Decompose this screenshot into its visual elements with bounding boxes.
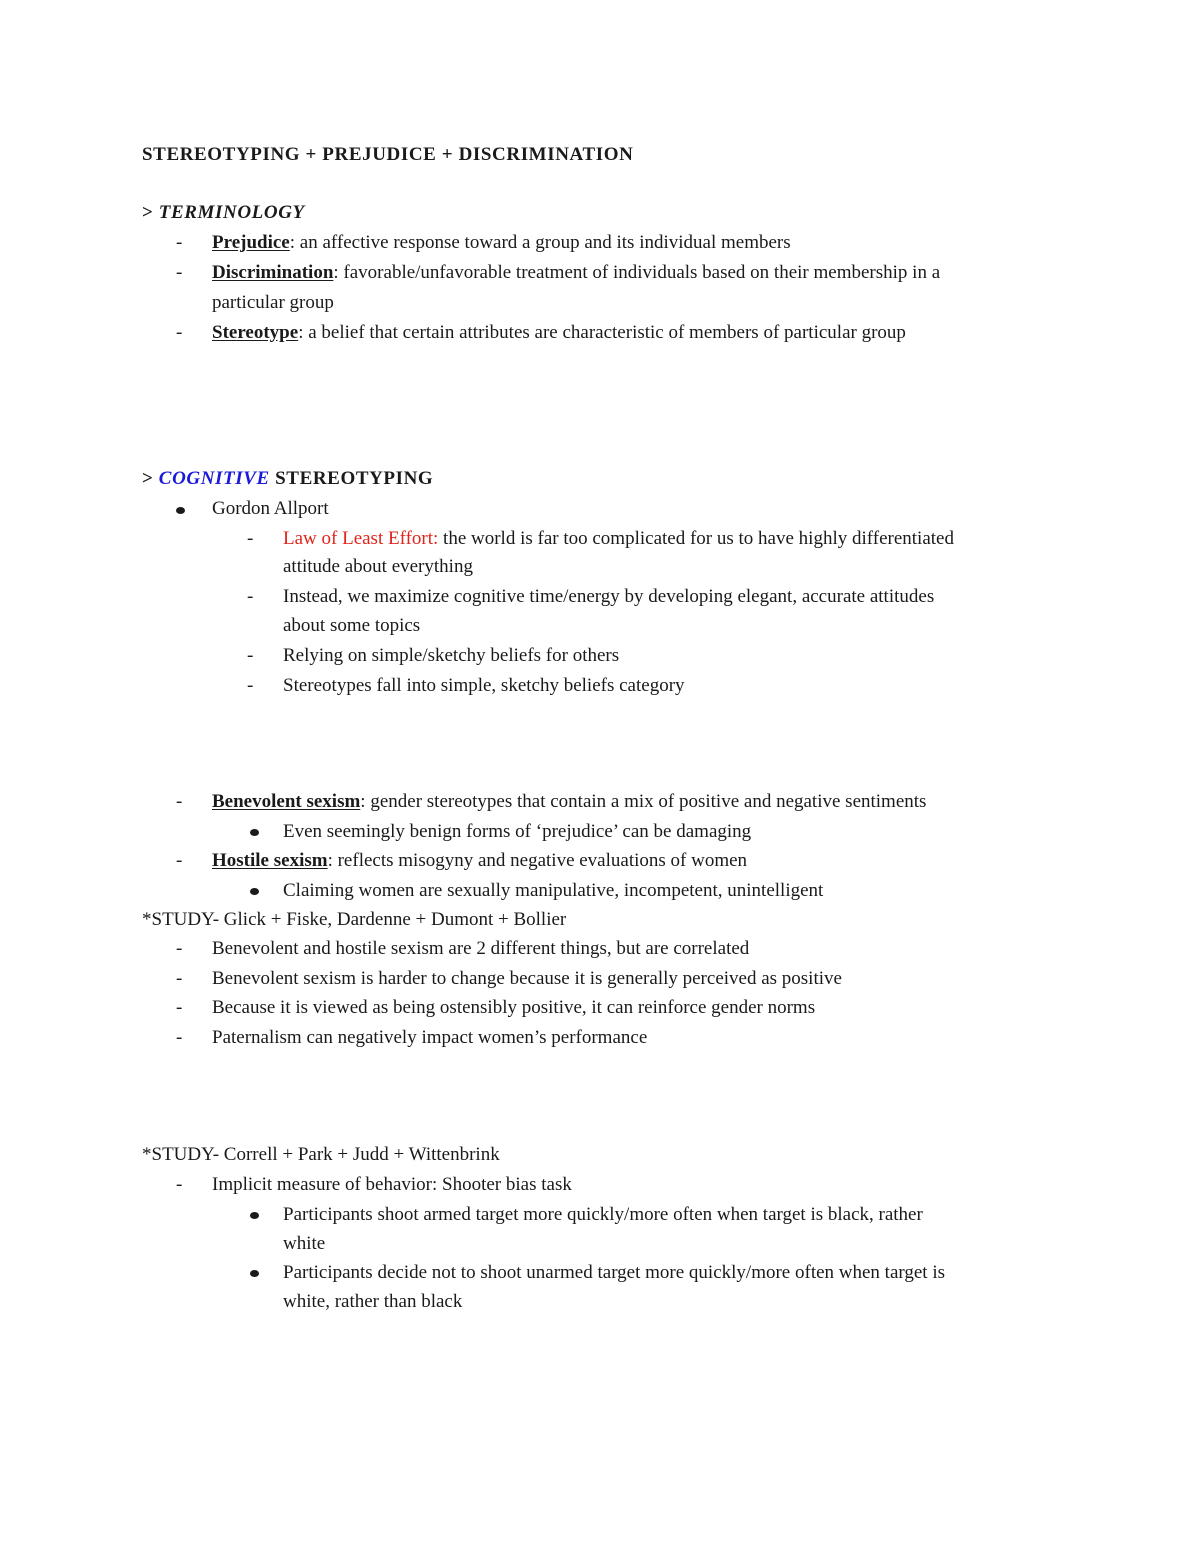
term-prejudice [212, 231, 791, 255]
study-heading: *STUDY- Correll + Park + Judd + Wittenbrink [142, 1144, 500, 1165]
term-definition: : favorable/unfavorable treatment of individuals based on their membership in a [333, 262, 941, 283]
hostile-sexism [212, 849, 747, 873]
bullet-icon [176, 507, 185, 514]
cognitive-heading-rest: STEREOTYPING [269, 468, 434, 489]
study-bullet: Participants decide not to shoot unarmed target more quickly/more often when target is [283, 1262, 946, 1283]
law-continuation: attitude about everything [283, 556, 473, 577]
term-stereotype [212, 321, 906, 345]
term-discrimination-continuation: particular group [212, 292, 334, 313]
study-bullet-continuation: white, rather than black [283, 1291, 463, 1312]
dash-marker: - [176, 1027, 183, 1048]
bullet-icon [250, 1212, 259, 1219]
dash-marker: - [176, 1174, 183, 1195]
term-definition: : gender stereotypes that contain a mix of positive and negative sentiments [360, 791, 927, 812]
cognitive-sub-item-continuation: about some topics [283, 615, 421, 636]
dash-marker: - [247, 645, 254, 666]
heading-prefix: > [142, 202, 154, 223]
dash-marker: - [176, 938, 183, 959]
cognitive-sub-item: Relying on simple/sketchy beliefs for others [283, 645, 620, 666]
law-of-least-effort [283, 527, 954, 551]
page-title: STEREOTYPING + PREJUDICE + DISCRIMINATION [142, 144, 634, 165]
cognitive-sub-item: Stereotypes fall into simple, sketchy beliefs category [283, 675, 685, 696]
dash-marker: - [176, 322, 183, 343]
dash-marker: - [176, 968, 183, 989]
bullet-icon [250, 1270, 259, 1277]
bullet-icon [250, 829, 259, 836]
heading-prefix: > [142, 468, 154, 489]
term-label: Discrimination [212, 262, 334, 283]
cognitive-heading [142, 467, 433, 491]
terminology-heading-text: TERMINOLOGY [158, 202, 305, 223]
dash-marker: - [176, 262, 183, 283]
dash-marker: - [247, 675, 254, 696]
law-text: the world is far too complicated for us to have highly differentiated [438, 528, 954, 549]
dash-marker: - [247, 586, 254, 607]
term-label: Benevolent sexism [212, 791, 361, 812]
study-item: Paternalism can negatively impact women’s performance [212, 1027, 648, 1048]
term-definition: : a belief that certain attributes are characteristic of members of particular group [298, 322, 906, 343]
cognitive-heading-colored: COGNITIVE [158, 468, 270, 489]
hostile-sub: Claiming women are sexually manipulative, incompetent, unintelligent [283, 880, 824, 901]
bullet-gordon-allport: Gordon Allport [212, 498, 329, 519]
term-label: Hostile sexism [212, 850, 328, 871]
dash-marker: - [247, 528, 254, 549]
study-item: Benevolent and hostile sexism are 2 different things, but are correlated [212, 938, 750, 959]
study-bullet: Participants shoot armed target more quickly/more often when target is black, rather [283, 1204, 923, 1225]
cognitive-sub-item: Instead, we maximize cognitive time/energy by developing elegant, accurate attitudes [283, 586, 935, 607]
term-definition: : an affective response toward a group and its individual members [289, 232, 791, 253]
dash-marker: - [176, 850, 183, 871]
study-bullet-continuation: white [283, 1233, 326, 1254]
dash-marker: - [176, 232, 183, 253]
study-item: Because it is viewed as being ostensibly positive, it can reinforce gender norms [212, 997, 816, 1018]
study-item: Implicit measure of behavior: Shooter bias task [212, 1174, 572, 1195]
study-heading: *STUDY- Glick + Fiske, Dardenne + Dumont + Bollier [142, 909, 567, 930]
term-label: Prejudice [212, 232, 290, 253]
benevolent-sexism [212, 790, 926, 814]
terminology-heading [142, 201, 305, 225]
benevolent-sub: Even seemingly benign forms of ‘prejudice’ can be damaging [283, 821, 752, 842]
term-definition: : reflects misogyny and negative evaluations of women [327, 850, 748, 871]
term-discrimination [212, 261, 940, 285]
term-label: Stereotype [212, 322, 299, 343]
bullet-icon [250, 888, 259, 895]
dash-marker: - [176, 791, 183, 812]
dash-marker: - [176, 997, 183, 1018]
study-item: Benevolent sexism is harder to change because it is generally perceived as positive [212, 968, 842, 989]
law-label: Law of Least Effort: [283, 528, 439, 549]
